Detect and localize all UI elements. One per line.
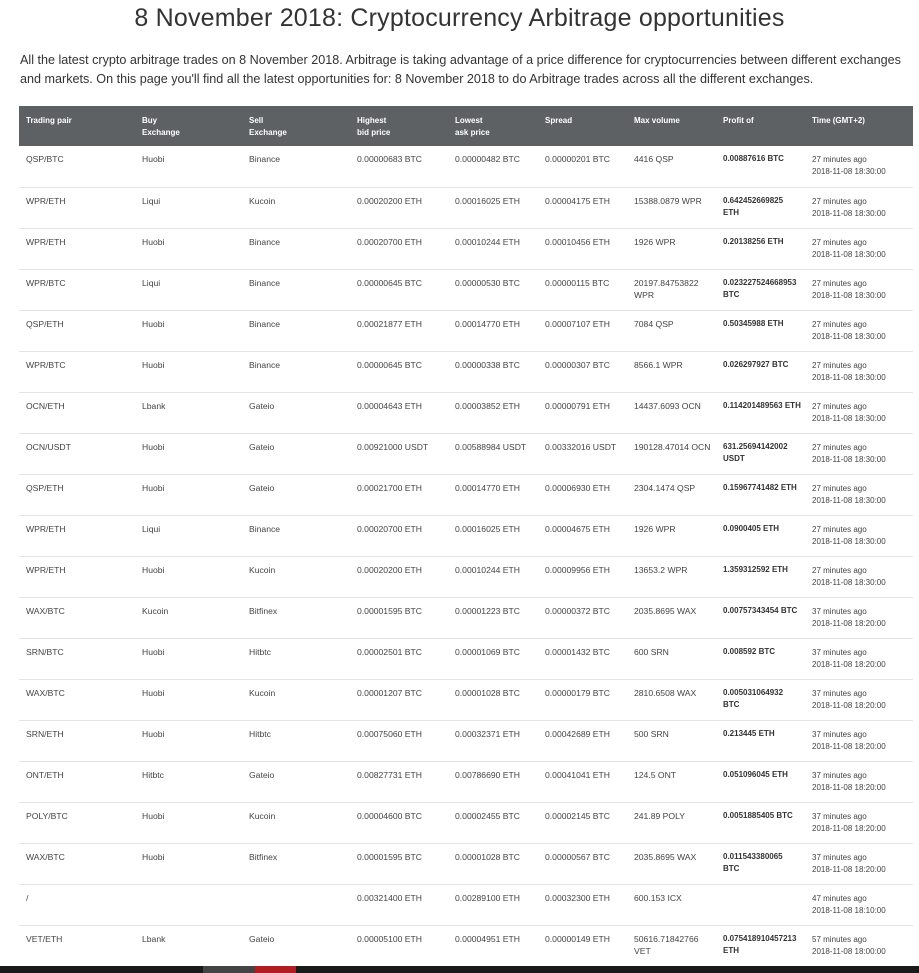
cell-sell: Kucoin (242, 187, 350, 228)
table-row (19, 679, 913, 720)
cell-ask: 0.00001028 BTC (448, 679, 538, 720)
cell-buy: Kucoin (135, 597, 242, 638)
cell-ask: 0.00000338 BTC (448, 351, 538, 392)
cell-spread: 0.00000791 ETH (538, 392, 627, 433)
time-ago: 27 minutes ago (812, 524, 867, 534)
cell-volume: 1926 WPR (627, 515, 716, 556)
cell-volume: 8566.1 WPR (627, 351, 716, 392)
header-label: Exchange (142, 128, 180, 137)
cell-spread: 0.00000567 BTC (538, 843, 627, 884)
cell-pair: / (19, 884, 135, 925)
cell-ask: 0.00004951 ETH (448, 925, 538, 966)
cell-buy: Lbank (135, 925, 242, 966)
cell-time (805, 802, 913, 843)
cell-pair: SRN/ETH (19, 720, 135, 761)
cell-sell: Kucoin (242, 556, 350, 597)
cell-sell: Bitfinex (242, 597, 350, 638)
timestamp: 2018-11-08 18:30:00 (812, 167, 886, 176)
timestamp: 2018-11-08 18:20:00 (812, 659, 886, 669)
header-label: Buy (142, 116, 158, 125)
cell-profit: 0.00757343454 BTC (716, 597, 805, 638)
time-ago: 37 minutes ago (812, 606, 867, 616)
cell-profit: 0.005031064932 BTC (716, 679, 805, 720)
header-label: Sell (249, 116, 264, 125)
cell-volume: 50616.71842766 VET (627, 925, 716, 966)
cell-bid: 0.00004643 ETH (350, 392, 448, 433)
cell-time (805, 884, 913, 925)
cell-spread: 0.00000307 BTC (538, 351, 627, 392)
cell-pair: SRN/BTC (19, 638, 135, 679)
cell-time (805, 351, 913, 392)
table-row (19, 597, 913, 638)
cell-time (805, 843, 913, 884)
cell-profit: 0.642452669825 ETH (716, 187, 805, 228)
cell-bid: 0.00005100 ETH (350, 925, 448, 966)
cell-time (805, 310, 913, 351)
cell-time (805, 187, 913, 228)
cell-time (805, 556, 913, 597)
cell-pair: WAX/BTC (19, 843, 135, 884)
time-ago: 57 minutes ago (812, 934, 867, 944)
header-label: Spread (545, 116, 573, 125)
cell-profit: 0.20138256 ETH (716, 228, 805, 269)
table-row (19, 720, 913, 761)
cell-profit: 0.0900405 ETH (716, 515, 805, 556)
cell-sell (242, 884, 350, 925)
header-label: Lowest (455, 116, 483, 125)
header-label: Exchange (249, 128, 287, 137)
cell-sell: Binance (242, 351, 350, 392)
cell-bid: 0.00000645 BTC (350, 351, 448, 392)
cell-profit: 0.026297927 BTC (716, 351, 805, 392)
cell-time (805, 228, 913, 269)
table-row (19, 925, 913, 966)
cell-buy: Liqui (135, 269, 242, 310)
cell-volume: 14437.6093 OCN (627, 392, 716, 433)
cell-bid: 0.00321400 ETH (350, 884, 448, 925)
cell-buy: Huobi (135, 802, 242, 843)
cell-profit (716, 884, 805, 925)
table-header (19, 106, 913, 146)
cell-profit: 0.023227524668953 BTC (716, 269, 805, 310)
cell-ask: 0.00289100 ETH (448, 884, 538, 925)
header-sell-exchange (242, 106, 350, 146)
cell-sell: Binance (242, 146, 350, 187)
cell-time (805, 269, 913, 310)
header-label: Time (GMT+2) (812, 116, 865, 125)
cell-sell: Binance (242, 269, 350, 310)
cell-volume: 1926 WPR (627, 228, 716, 269)
time-ago: 27 minutes ago (812, 401, 867, 411)
cell-buy: Huobi (135, 228, 242, 269)
table-row (19, 433, 913, 474)
cell-pair: WPR/ETH (19, 228, 135, 269)
cell-ask: 0.00002455 BTC (448, 802, 538, 843)
cell-pair: WPR/ETH (19, 187, 135, 228)
cell-buy: Huobi (135, 433, 242, 474)
cell-bid: 0.00001595 BTC (350, 843, 448, 884)
cell-bid: 0.00002501 BTC (350, 638, 448, 679)
cell-time (805, 679, 913, 720)
cell-ask: 0.00000482 BTC (448, 146, 538, 187)
header-buy-exchange (135, 106, 242, 146)
cell-buy: Huobi (135, 638, 242, 679)
cell-spread: 0.00001432 BTC (538, 638, 627, 679)
cell-buy: Huobi (135, 720, 242, 761)
cell-ask: 0.00786690 ETH (448, 761, 538, 802)
table-row (19, 228, 913, 269)
header-label: Highest (357, 116, 387, 125)
cell-buy: Liqui (135, 515, 242, 556)
timestamp: 2018-11-08 18:00:00 (812, 946, 886, 956)
cell-buy: Lbank (135, 392, 242, 433)
timestamp: 2018-11-08 18:30:00 (812, 536, 886, 546)
intro-text: All the latest crypto arbitrage trades on 8 November 2018. Arbitrage is taking advantage of a price difference for cryptocurrencies between different exchanges and markets. On this page you'll find all the latest opportunities for: 8 November 2018 to do Arbitrage trades across all the different exchanges. (20, 53, 901, 86)
cell-spread: 0.00006930 ETH (538, 474, 627, 515)
table-row (19, 884, 913, 925)
cell-buy: Hitbtc (135, 761, 242, 802)
cell-sell: Kucoin (242, 679, 350, 720)
cell-time (805, 474, 913, 515)
header-row (19, 106, 913, 146)
cell-buy: Huobi (135, 310, 242, 351)
timestamp: 2018-11-08 18:30:00 (812, 290, 886, 300)
time-ago: 27 minutes ago (812, 565, 867, 575)
time-ago: 27 minutes ago (812, 483, 867, 493)
cell-buy: Huobi (135, 843, 242, 884)
cell-buy: Huobi (135, 351, 242, 392)
cell-bid: 0.00075060 ETH (350, 720, 448, 761)
cell-volume: 4416 QSP (627, 146, 716, 187)
time-ago: 37 minutes ago (812, 852, 867, 862)
timestamp: 2018-11-08 18:20:00 (812, 700, 886, 710)
cell-ask: 0.00003852 ETH (448, 392, 538, 433)
cell-volume: 2810.6508 WAX (627, 679, 716, 720)
cell-time (805, 638, 913, 679)
header-label: Profit of (723, 116, 754, 125)
cell-volume: 2304.1474 QSP (627, 474, 716, 515)
timestamp: 2018-11-08 18:20:00 (812, 741, 886, 751)
header-label: Trading pair (26, 116, 72, 125)
cell-volume: 2035.8695 WAX (627, 597, 716, 638)
cell-bid: 0.00020200 ETH (350, 187, 448, 228)
cell-ask: 0.00032371 ETH (448, 720, 538, 761)
header-max-volume (627, 106, 716, 146)
cell-buy: Huobi (135, 474, 242, 515)
cell-sell: Binance (242, 228, 350, 269)
cell-sell: Gateio (242, 761, 350, 802)
cell-bid: 0.00004600 BTC (350, 802, 448, 843)
table-row (19, 802, 913, 843)
time-ago: 27 minutes ago (812, 360, 867, 370)
cell-volume: 241.89 POLY (627, 802, 716, 843)
cell-profit: 631.25694142002 USDT (716, 433, 805, 474)
cell-bid: 0.00020200 ETH (350, 556, 448, 597)
time-ago: 37 minutes ago (812, 647, 867, 657)
cell-spread: 0.00000372 BTC (538, 597, 627, 638)
cell-spread: 0.00000179 BTC (538, 679, 627, 720)
header-lowest-ask (448, 106, 538, 146)
cell-volume: 500 SRN (627, 720, 716, 761)
timestamp: 2018-11-08 18:10:00 (812, 905, 886, 915)
timestamp: 2018-11-08 18:20:00 (812, 782, 886, 792)
cell-sell: Gateio (242, 433, 350, 474)
table-row (19, 187, 913, 228)
time-ago: 37 minutes ago (812, 729, 867, 739)
header-time (805, 106, 913, 146)
header-trading-pair (19, 106, 135, 146)
cell-ask: 0.00001028 BTC (448, 843, 538, 884)
cell-ask: 0.00000530 BTC (448, 269, 538, 310)
cell-bid: 0.00000683 BTC (350, 146, 448, 187)
cell-spread: 0.00002145 BTC (538, 802, 627, 843)
cell-spread: 0.00332016 USDT (538, 433, 627, 474)
table-row (19, 351, 913, 392)
cell-pair: OCN/ETH (19, 392, 135, 433)
timestamp: 2018-11-08 18:30:00 (812, 331, 886, 341)
cell-time (805, 761, 913, 802)
cell-sell: Kucoin (242, 802, 350, 843)
cell-spread: 0.00007107 ETH (538, 310, 627, 351)
cell-profit: 0.00887616 BTC (716, 146, 805, 187)
timestamp: 2018-11-08 18:30:00 (812, 495, 886, 505)
cell-sell: Bitfinex (242, 843, 350, 884)
cell-volume: 7084 QSP (627, 310, 716, 351)
header-label: bid price (357, 128, 391, 137)
cell-volume: 2035.8695 WAX (627, 843, 716, 884)
cell-pair: WAX/BTC (19, 597, 135, 638)
table-row (19, 146, 913, 187)
cell-pair: QSP/ETH (19, 310, 135, 351)
header-highest-bid (350, 106, 448, 146)
cell-volume: 600 SRN (627, 638, 716, 679)
time-ago: 27 minutes ago (812, 196, 867, 206)
table-row (19, 843, 913, 884)
cell-volume: 190128.47014 OCN (627, 433, 716, 474)
header-spread (538, 106, 627, 146)
table-row (19, 556, 913, 597)
timestamp: 2018-11-08 18:20:00 (812, 864, 886, 874)
cell-spread: 0.00032300 ETH (538, 884, 627, 925)
cell-bid: 0.00020700 ETH (350, 515, 448, 556)
cell-profit: 0.051096045 ETH (716, 761, 805, 802)
cell-bid: 0.00021700 ETH (350, 474, 448, 515)
cell-buy: Huobi (135, 679, 242, 720)
cell-profit: 0.008592 BTC (716, 638, 805, 679)
table-row (19, 269, 913, 310)
arbitrage-table (19, 106, 913, 967)
cell-sell: Gateio (242, 474, 350, 515)
cell-time (805, 433, 913, 474)
cell-profit: 0.213445 ETH (716, 720, 805, 761)
cell-bid: 0.00001595 BTC (350, 597, 448, 638)
cell-ask: 0.00014770 ETH (448, 474, 538, 515)
timestamp: 2018-11-08 18:20:00 (812, 823, 886, 833)
page-title: 8 November 2018: Cryptocurrency Arbitrage opportunities (134, 4, 785, 32)
table-row (19, 310, 913, 351)
time-ago: 37 minutes ago (812, 811, 867, 821)
cell-buy: Liqui (135, 187, 242, 228)
timestamp: 2018-11-08 18:20:00 (812, 618, 886, 628)
cell-ask: 0.00001223 BTC (448, 597, 538, 638)
cell-bid: 0.00827731 ETH (350, 761, 448, 802)
cell-spread: 0.00010456 ETH (538, 228, 627, 269)
cell-sell: Binance (242, 515, 350, 556)
time-ago: 27 minutes ago (812, 237, 867, 247)
cell-volume: 13653.2 WPR (627, 556, 716, 597)
cell-spread: 0.00004675 ETH (538, 515, 627, 556)
cell-bid: 0.00021877 ETH (350, 310, 448, 351)
cell-profit: 0.075418910457213 ETH (716, 925, 805, 966)
table-row (19, 515, 913, 556)
cell-pair: WPR/BTC (19, 351, 135, 392)
cell-profit: 1.359312592 ETH (716, 556, 805, 597)
header-label: Max volume (634, 116, 680, 125)
cell-pair: VET/ETH (19, 925, 135, 966)
cell-spread: 0.00042689 ETH (538, 720, 627, 761)
time-ago: 37 minutes ago (812, 688, 867, 698)
cell-time (805, 597, 913, 638)
bottom-bar-segment (203, 966, 255, 973)
cell-ask: 0.00588984 USDT (448, 433, 538, 474)
cell-profit: 0.15967741482 ETH (716, 474, 805, 515)
cell-buy (135, 884, 242, 925)
timestamp: 2018-11-08 18:30:00 (812, 413, 886, 423)
time-ago: 27 minutes ago (812, 442, 867, 452)
cell-pair: WPR/ETH (19, 556, 135, 597)
cell-volume: 15388.0879 WPR (627, 187, 716, 228)
table-row (19, 761, 913, 802)
table-body (19, 146, 913, 966)
timestamp: 2018-11-08 18:30:00 (812, 372, 886, 382)
header-label: ask price (455, 128, 490, 137)
cell-buy: Huobi (135, 146, 242, 187)
cell-sell: Binance (242, 310, 350, 351)
cell-ask: 0.00001069 BTC (448, 638, 538, 679)
cell-ask: 0.00014770 ETH (448, 310, 538, 351)
bottom-bar (0, 966, 919, 973)
cell-ask: 0.00010244 ETH (448, 228, 538, 269)
cell-pair: ONT/ETH (19, 761, 135, 802)
cell-sell: Gateio (242, 392, 350, 433)
table-row (19, 392, 913, 433)
cell-pair: QSP/BTC (19, 146, 135, 187)
cell-bid: 0.00000645 BTC (350, 269, 448, 310)
cell-spread: 0.00004175 ETH (538, 187, 627, 228)
cell-time (805, 146, 913, 187)
cell-ask: 0.00016025 ETH (448, 187, 538, 228)
cell-profit: 0.50345988 ETH (716, 310, 805, 351)
cell-bid: 0.00001207 BTC (350, 679, 448, 720)
cell-time (805, 392, 913, 433)
cell-pair: WPR/ETH (19, 515, 135, 556)
cell-pair: WPR/BTC (19, 269, 135, 310)
cell-spread: 0.00000149 ETH (538, 925, 627, 966)
cell-sell: Hitbtc (242, 720, 350, 761)
time-ago: 27 minutes ago (812, 155, 867, 164)
cell-profit: 0.011543380065 BTC (716, 843, 805, 884)
cell-bid: 0.00921000 USDT (350, 433, 448, 474)
timestamp: 2018-11-08 18:30:00 (812, 208, 886, 218)
cell-profit: 0.114201489563 ETH (716, 392, 805, 433)
cell-pair: QSP/ETH (19, 474, 135, 515)
timestamp: 2018-11-08 18:30:00 (812, 454, 886, 464)
cell-sell: Hitbtc (242, 638, 350, 679)
cell-pair: WAX/BTC (19, 679, 135, 720)
table-row (19, 638, 913, 679)
timestamp: 2018-11-08 18:30:00 (812, 249, 886, 259)
cell-volume: 124.5 ONT (627, 761, 716, 802)
time-ago: 37 minutes ago (812, 770, 867, 780)
cell-spread: 0.00041041 ETH (538, 761, 627, 802)
cell-profit: 0.0051885405 BTC (716, 802, 805, 843)
time-ago: 27 minutes ago (812, 278, 867, 288)
cell-volume: 600.153 ICX (627, 884, 716, 925)
time-ago: 47 minutes ago (812, 893, 867, 903)
cell-time (805, 925, 913, 966)
cell-ask: 0.00010244 ETH (448, 556, 538, 597)
cell-pair: OCN/USDT (19, 433, 135, 474)
table-row (19, 474, 913, 515)
cell-sell: Gateio (242, 925, 350, 966)
cell-volume: 20197.84753822 WPR (627, 269, 716, 310)
time-ago: 27 minutes ago (812, 319, 867, 329)
cell-spread: 0.00009956 ETH (538, 556, 627, 597)
cell-spread: 0.00000201 BTC (538, 146, 627, 187)
bottom-bar-accent (255, 966, 296, 973)
cell-time (805, 720, 913, 761)
cell-pair: POLY/BTC (19, 802, 135, 843)
cell-spread: 0.00000115 BTC (538, 269, 627, 310)
cell-ask: 0.00016025 ETH (448, 515, 538, 556)
header-profit (716, 106, 805, 146)
timestamp: 2018-11-08 18:30:00 (812, 577, 886, 587)
cell-time (805, 515, 913, 556)
cell-bid: 0.00020700 ETH (350, 228, 448, 269)
cell-buy: Huobi (135, 556, 242, 597)
